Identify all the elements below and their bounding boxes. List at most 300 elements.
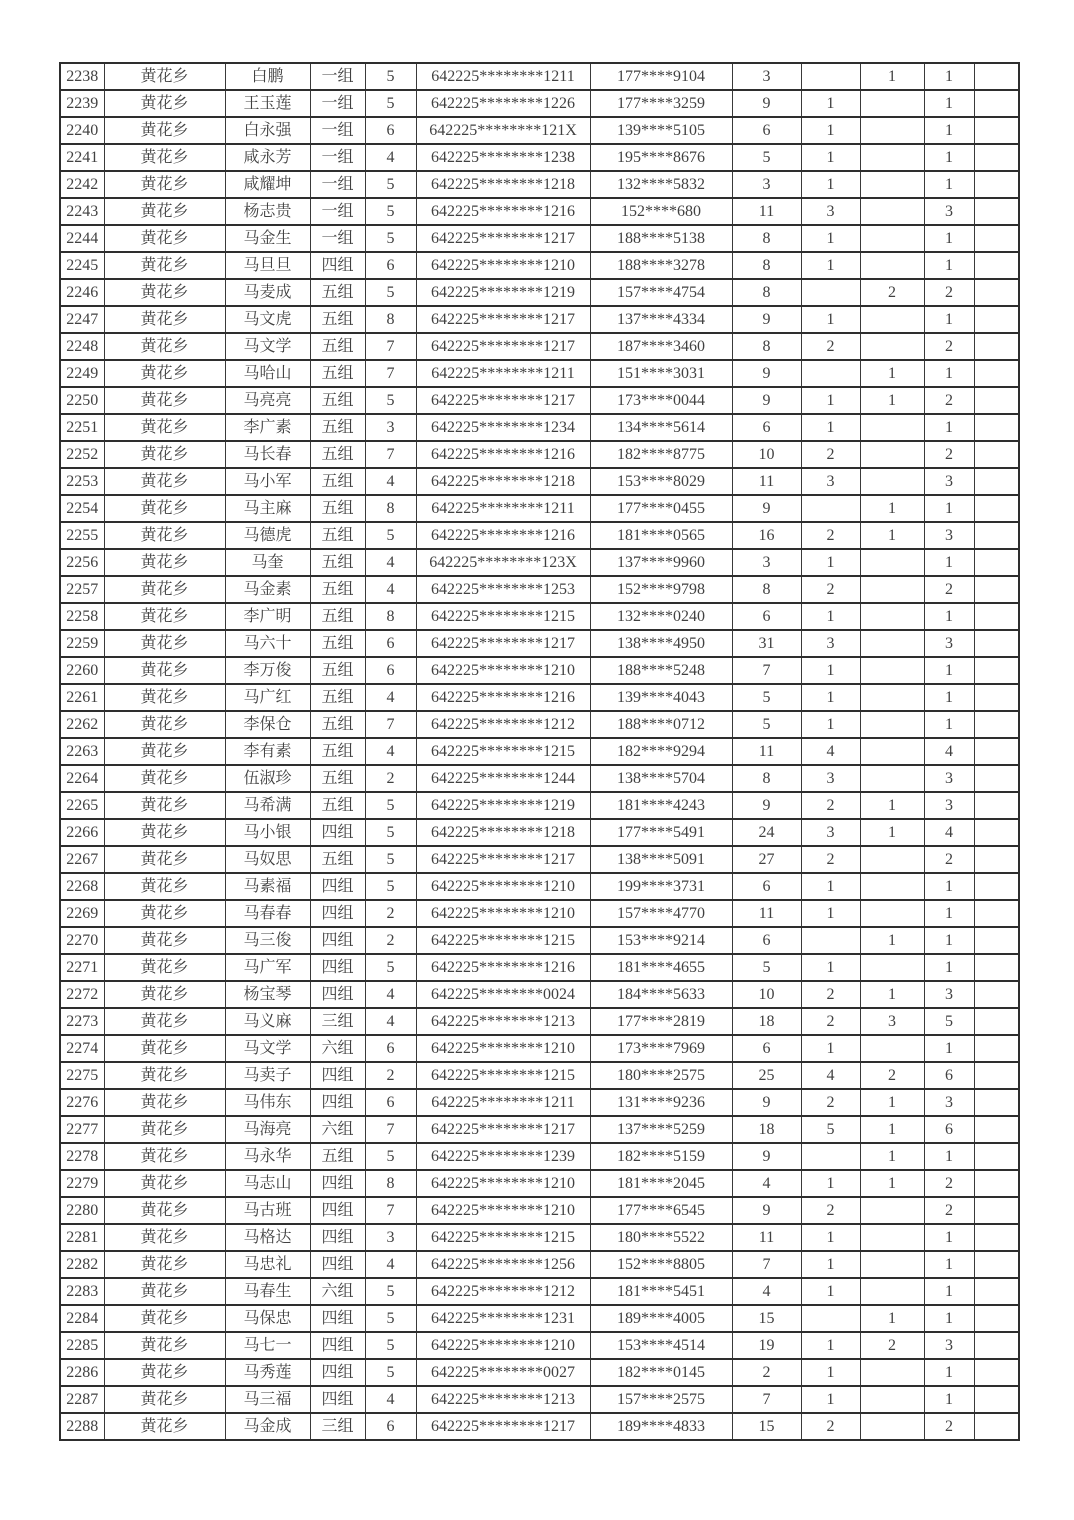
cell-amount-3 (860, 1386, 924, 1413)
table-row (60, 765, 1019, 792)
cell-phone-number: 132****5832 (590, 171, 732, 198)
cell-group: 四组 (310, 927, 365, 954)
cell-id-number: 642225********1217 (416, 846, 590, 873)
cell-amount-3: 1 (860, 792, 924, 819)
cell-amount-total: 1 (924, 549, 974, 576)
cell-amount-2: 2 (801, 1008, 860, 1035)
cell-amount-1: 8 (732, 225, 801, 252)
cell-phone-number: 188****5138 (590, 225, 732, 252)
cell-amount-2: 1 (801, 1224, 860, 1251)
cell-amount-2: 1 (801, 171, 860, 198)
cell-amount-3 (860, 873, 924, 900)
cell-township: 黄花乡 (104, 495, 225, 522)
cell-amount-3 (860, 954, 924, 981)
cell-amount-2: 1 (801, 549, 860, 576)
cell-amount-1: 16 (732, 522, 801, 549)
cell-empty (974, 441, 1019, 468)
cell-amount-1: 9 (732, 1197, 801, 1224)
cell-amount-total: 1 (924, 711, 974, 738)
cell-empty (974, 468, 1019, 495)
cell-amount-3: 1 (860, 927, 924, 954)
cell-id-number: 642225********1219 (416, 279, 590, 306)
cell-township: 黄花乡 (104, 1143, 225, 1170)
cell-amount-3: 1 (860, 63, 924, 90)
table-row (60, 738, 1019, 765)
cell-id-number: 642225********1211 (416, 495, 590, 522)
cell-amount-1: 18 (732, 1008, 801, 1035)
roster-table-body (60, 63, 1019, 1440)
cell-amount-2 (801, 1305, 860, 1332)
table-row (60, 225, 1019, 252)
cell-phone-number: 137****5259 (590, 1116, 732, 1143)
cell-phone-number: 189****4833 (590, 1413, 732, 1440)
cell-amount-3 (860, 225, 924, 252)
cell-id-number: 642225********1213 (416, 1386, 590, 1413)
cell-township: 黄花乡 (104, 63, 225, 90)
table-row (60, 1359, 1019, 1386)
cell-group: 四组 (310, 1224, 365, 1251)
cell-empty (974, 981, 1019, 1008)
cell-group: 四组 (310, 819, 365, 846)
cell-empty (974, 819, 1019, 846)
cell-person-name: 咸耀坤 (225, 171, 310, 198)
cell-person-name: 马素福 (225, 873, 310, 900)
cell-person-name: 李有素 (225, 738, 310, 765)
cell-amount-3 (860, 468, 924, 495)
cell-serial-number: 2268 (60, 873, 104, 900)
cell-empty (974, 1170, 1019, 1197)
cell-amount-3: 2 (860, 1062, 924, 1089)
cell-id-number: 642225********1216 (416, 198, 590, 225)
cell-household-size: 5 (365, 279, 416, 306)
cell-phone-number: 177****0455 (590, 495, 732, 522)
cell-household-size: 2 (365, 1062, 416, 1089)
cell-township: 黄花乡 (104, 1170, 225, 1197)
cell-amount-3 (860, 738, 924, 765)
cell-amount-total: 1 (924, 144, 974, 171)
cell-id-number: 642225********1217 (416, 630, 590, 657)
cell-empty (974, 1224, 1019, 1251)
cell-phone-number: 177****9104 (590, 63, 732, 90)
cell-amount-3 (860, 1359, 924, 1386)
cell-empty (974, 1089, 1019, 1116)
cell-household-size: 5 (365, 792, 416, 819)
cell-household-size: 5 (365, 171, 416, 198)
cell-amount-3: 1 (860, 1305, 924, 1332)
cell-household-size: 6 (365, 657, 416, 684)
cell-household-size: 8 (365, 495, 416, 522)
cell-amount-3: 1 (860, 1116, 924, 1143)
cell-amount-total: 1 (924, 90, 974, 117)
cell-group: 五组 (310, 522, 365, 549)
cell-household-size: 7 (365, 441, 416, 468)
cell-person-name: 马金素 (225, 576, 310, 603)
cell-amount-total: 1 (924, 117, 974, 144)
cell-phone-number: 199****3731 (590, 873, 732, 900)
cell-township: 黄花乡 (104, 279, 225, 306)
cell-empty (974, 792, 1019, 819)
cell-phone-number: 188****5248 (590, 657, 732, 684)
table-row (60, 1035, 1019, 1062)
cell-amount-1: 31 (732, 630, 801, 657)
cell-empty (974, 549, 1019, 576)
cell-amount-2: 1 (801, 1170, 860, 1197)
cell-serial-number: 2285 (60, 1332, 104, 1359)
cell-township: 黄花乡 (104, 171, 225, 198)
cell-amount-total: 6 (924, 1116, 974, 1143)
cell-amount-2: 2 (801, 1197, 860, 1224)
cell-empty (974, 144, 1019, 171)
cell-amount-1: 11 (732, 468, 801, 495)
cell-household-size: 7 (365, 1197, 416, 1224)
cell-id-number: 642225********1216 (416, 522, 590, 549)
cell-amount-1: 25 (732, 1062, 801, 1089)
cell-empty (974, 1332, 1019, 1359)
cell-household-size: 2 (365, 927, 416, 954)
cell-serial-number: 2267 (60, 846, 104, 873)
cell-township: 黄花乡 (104, 252, 225, 279)
cell-amount-1: 10 (732, 981, 801, 1008)
cell-serial-number: 2270 (60, 927, 104, 954)
cell-township: 黄花乡 (104, 576, 225, 603)
table-row (60, 819, 1019, 846)
cell-id-number: 642225********123X (416, 549, 590, 576)
cell-id-number: 642225********1218 (416, 468, 590, 495)
cell-amount-1: 2 (732, 1359, 801, 1386)
cell-household-size: 5 (365, 225, 416, 252)
cell-id-number: 642225********1231 (416, 1305, 590, 1332)
cell-household-size: 4 (365, 468, 416, 495)
cell-household-size: 6 (365, 117, 416, 144)
cell-phone-number: 157****2575 (590, 1386, 732, 1413)
cell-person-name: 马志山 (225, 1170, 310, 1197)
cell-id-number: 642225********1216 (416, 954, 590, 981)
cell-phone-number: 152****9798 (590, 576, 732, 603)
cell-amount-total: 2 (924, 441, 974, 468)
cell-person-name: 马义麻 (225, 1008, 310, 1035)
cell-empty (974, 1386, 1019, 1413)
cell-group: 五组 (310, 414, 365, 441)
cell-serial-number: 2280 (60, 1197, 104, 1224)
cell-person-name: 马文虎 (225, 306, 310, 333)
cell-person-name: 马长春 (225, 441, 310, 468)
table-row (60, 387, 1019, 414)
cell-person-name: 马旦旦 (225, 252, 310, 279)
cell-amount-2 (801, 927, 860, 954)
cell-amount-2: 1 (801, 90, 860, 117)
table-row (60, 630, 1019, 657)
cell-household-size: 4 (365, 576, 416, 603)
cell-phone-number: 151****3031 (590, 360, 732, 387)
table-row (60, 657, 1019, 684)
cell-phone-number: 138****4950 (590, 630, 732, 657)
table-row (60, 360, 1019, 387)
cell-group: 五组 (310, 495, 365, 522)
cell-amount-1: 11 (732, 198, 801, 225)
cell-group: 三组 (310, 1008, 365, 1035)
cell-group: 四组 (310, 1332, 365, 1359)
cell-amount-total: 1 (924, 684, 974, 711)
cell-township: 黄花乡 (104, 630, 225, 657)
cell-id-number: 642225********1239 (416, 1143, 590, 1170)
cell-person-name: 马奎 (225, 549, 310, 576)
cell-serial-number: 2272 (60, 981, 104, 1008)
cell-household-size: 6 (365, 1035, 416, 1062)
cell-amount-3 (860, 1035, 924, 1062)
cell-amount-1: 8 (732, 252, 801, 279)
cell-phone-number: 188****0712 (590, 711, 732, 738)
cell-id-number: 642225********1217 (416, 1413, 590, 1440)
cell-id-number: 642225********1219 (416, 792, 590, 819)
cell-amount-3 (860, 900, 924, 927)
cell-amount-3: 1 (860, 1143, 924, 1170)
cell-amount-1: 9 (732, 306, 801, 333)
cell-amount-2: 1 (801, 1359, 860, 1386)
cell-group: 一组 (310, 90, 365, 117)
cell-person-name: 马三福 (225, 1386, 310, 1413)
table-row (60, 1305, 1019, 1332)
table-row (60, 954, 1019, 981)
cell-id-number: 642225********1211 (416, 360, 590, 387)
cell-household-size: 4 (365, 144, 416, 171)
cell-id-number: 642225********1212 (416, 1278, 590, 1305)
cell-group: 一组 (310, 144, 365, 171)
cell-person-name: 杨志贵 (225, 198, 310, 225)
cell-household-size: 5 (365, 1359, 416, 1386)
cell-id-number: 642225********1238 (416, 144, 590, 171)
cell-township: 黄花乡 (104, 1224, 225, 1251)
cell-township: 黄花乡 (104, 657, 225, 684)
cell-township: 黄花乡 (104, 927, 225, 954)
cell-household-size: 7 (365, 333, 416, 360)
cell-amount-2 (801, 495, 860, 522)
cell-empty (974, 360, 1019, 387)
table-row (60, 117, 1019, 144)
cell-township: 黄花乡 (104, 1386, 225, 1413)
table-row (60, 495, 1019, 522)
cell-empty (974, 900, 1019, 927)
table-row (60, 1089, 1019, 1116)
cell-amount-2: 3 (801, 198, 860, 225)
cell-amount-2: 2 (801, 522, 860, 549)
cell-phone-number: 177****3259 (590, 90, 732, 117)
cell-household-size: 6 (365, 630, 416, 657)
cell-group: 五组 (310, 765, 365, 792)
cell-household-size: 2 (365, 900, 416, 927)
cell-amount-total: 1 (924, 603, 974, 630)
cell-household-size: 8 (365, 306, 416, 333)
cell-amount-1: 7 (732, 1251, 801, 1278)
cell-amount-total: 1 (924, 1035, 974, 1062)
cell-person-name: 伍淑珍 (225, 765, 310, 792)
cell-household-size: 6 (365, 1413, 416, 1440)
cell-amount-2: 1 (801, 117, 860, 144)
cell-amount-total: 6 (924, 1062, 974, 1089)
cell-person-name: 马春春 (225, 900, 310, 927)
cell-group: 五组 (310, 306, 365, 333)
cell-amount-2: 2 (801, 576, 860, 603)
cell-person-name: 马金生 (225, 225, 310, 252)
cell-empty (974, 603, 1019, 630)
cell-id-number: 642225********0024 (416, 981, 590, 1008)
table-row (60, 603, 1019, 630)
cell-serial-number: 2271 (60, 954, 104, 981)
cell-amount-total: 1 (924, 954, 974, 981)
cell-amount-2: 1 (801, 252, 860, 279)
cell-household-size: 7 (365, 711, 416, 738)
cell-phone-number: 137****9960 (590, 549, 732, 576)
cell-amount-3 (860, 846, 924, 873)
cell-township: 黄花乡 (104, 198, 225, 225)
cell-group: 六组 (310, 1116, 365, 1143)
cell-id-number: 642225********1210 (416, 1035, 590, 1062)
cell-group: 五组 (310, 333, 365, 360)
cell-amount-1: 9 (732, 495, 801, 522)
table-row (60, 522, 1019, 549)
cell-phone-number: 139****4043 (590, 684, 732, 711)
cell-group: 四组 (310, 954, 365, 981)
cell-phone-number: 138****5704 (590, 765, 732, 792)
cell-phone-number: 187****3460 (590, 333, 732, 360)
cell-empty (974, 846, 1019, 873)
cell-phone-number: 152****680 (590, 198, 732, 225)
cell-empty (974, 576, 1019, 603)
cell-amount-3 (860, 1278, 924, 1305)
cell-serial-number: 2246 (60, 279, 104, 306)
cell-empty (974, 414, 1019, 441)
cell-household-size: 7 (365, 1116, 416, 1143)
cell-amount-2: 2 (801, 1089, 860, 1116)
cell-phone-number: 157****4770 (590, 900, 732, 927)
cell-id-number: 642225********1217 (416, 306, 590, 333)
cell-amount-total: 2 (924, 333, 974, 360)
cell-empty (974, 630, 1019, 657)
cell-person-name: 马文学 (225, 333, 310, 360)
cell-id-number: 642225********1216 (416, 441, 590, 468)
cell-household-size: 4 (365, 549, 416, 576)
cell-amount-3 (860, 252, 924, 279)
cell-id-number: 642225********1234 (416, 414, 590, 441)
cell-serial-number: 2240 (60, 117, 104, 144)
cell-amount-1: 27 (732, 846, 801, 873)
table-row (60, 900, 1019, 927)
cell-household-size: 8 (365, 603, 416, 630)
table-row (60, 981, 1019, 1008)
cell-household-size: 5 (365, 819, 416, 846)
cell-amount-total: 1 (924, 63, 974, 90)
cell-amount-3: 2 (860, 1332, 924, 1359)
cell-id-number: 642225********1210 (416, 1332, 590, 1359)
cell-group: 四组 (310, 1359, 365, 1386)
cell-person-name: 马七一 (225, 1332, 310, 1359)
cell-township: 黄花乡 (104, 225, 225, 252)
cell-amount-total: 1 (924, 306, 974, 333)
cell-amount-2: 1 (801, 387, 860, 414)
cell-serial-number: 2283 (60, 1278, 104, 1305)
cell-serial-number: 2282 (60, 1251, 104, 1278)
cell-amount-3 (860, 1224, 924, 1251)
cell-amount-total: 3 (924, 198, 974, 225)
cell-amount-3: 1 (860, 1170, 924, 1197)
cell-amount-2: 1 (801, 225, 860, 252)
cell-household-size: 5 (365, 63, 416, 90)
cell-amount-2: 1 (801, 873, 860, 900)
cell-group: 四组 (310, 1170, 365, 1197)
cell-amount-2: 3 (801, 468, 860, 495)
cell-township: 黄花乡 (104, 306, 225, 333)
cell-serial-number: 2276 (60, 1089, 104, 1116)
cell-group: 五组 (310, 576, 365, 603)
cell-amount-3: 1 (860, 387, 924, 414)
cell-person-name: 马广军 (225, 954, 310, 981)
cell-group: 四组 (310, 981, 365, 1008)
cell-amount-3 (860, 1251, 924, 1278)
cell-household-size: 6 (365, 252, 416, 279)
table-row (60, 1224, 1019, 1251)
cell-serial-number: 2243 (60, 198, 104, 225)
cell-serial-number: 2262 (60, 711, 104, 738)
cell-serial-number: 2277 (60, 1116, 104, 1143)
table-row (60, 1008, 1019, 1035)
cell-household-size: 4 (365, 981, 416, 1008)
cell-id-number: 642225********1253 (416, 576, 590, 603)
cell-group: 六组 (310, 1278, 365, 1305)
cell-amount-2: 2 (801, 981, 860, 1008)
cell-id-number: 642225********1216 (416, 684, 590, 711)
cell-phone-number: 195****8676 (590, 144, 732, 171)
cell-serial-number: 2274 (60, 1035, 104, 1062)
cell-group: 四组 (310, 873, 365, 900)
cell-empty (974, 1251, 1019, 1278)
cell-id-number: 642225********1215 (416, 1062, 590, 1089)
cell-id-number: 642225********1217 (416, 333, 590, 360)
cell-group: 五组 (310, 441, 365, 468)
cell-person-name: 马永华 (225, 1143, 310, 1170)
table-row (60, 144, 1019, 171)
cell-township: 黄花乡 (104, 900, 225, 927)
cell-amount-3 (860, 549, 924, 576)
cell-group: 五组 (310, 387, 365, 414)
cell-phone-number: 189****4005 (590, 1305, 732, 1332)
cell-amount-2: 1 (801, 1278, 860, 1305)
cell-id-number: 642225********1215 (416, 738, 590, 765)
cell-id-number: 642225********1217 (416, 387, 590, 414)
cell-person-name: 马麦成 (225, 279, 310, 306)
cell-phone-number: 180****2575 (590, 1062, 732, 1089)
cell-township: 黄花乡 (104, 846, 225, 873)
cell-phone-number: 137****4334 (590, 306, 732, 333)
cell-phone-number: 173****0044 (590, 387, 732, 414)
cell-person-name: 马忠礼 (225, 1251, 310, 1278)
cell-id-number: 642225********1210 (416, 1197, 590, 1224)
cell-amount-total: 1 (924, 1359, 974, 1386)
cell-person-name: 李广明 (225, 603, 310, 630)
table-row (60, 792, 1019, 819)
cell-amount-total: 1 (924, 1251, 974, 1278)
cell-person-name: 马三俊 (225, 927, 310, 954)
cell-phone-number: 181****4655 (590, 954, 732, 981)
cell-amount-1: 11 (732, 1224, 801, 1251)
cell-amount-total: 1 (924, 225, 974, 252)
cell-amount-1: 9 (732, 360, 801, 387)
cell-serial-number: 2266 (60, 819, 104, 846)
cell-id-number: 642225********1211 (416, 63, 590, 90)
cell-phone-number: 182****5159 (590, 1143, 732, 1170)
cell-amount-3 (860, 603, 924, 630)
cell-empty (974, 1062, 1019, 1089)
cell-household-size: 5 (365, 387, 416, 414)
cell-group: 五组 (310, 684, 365, 711)
